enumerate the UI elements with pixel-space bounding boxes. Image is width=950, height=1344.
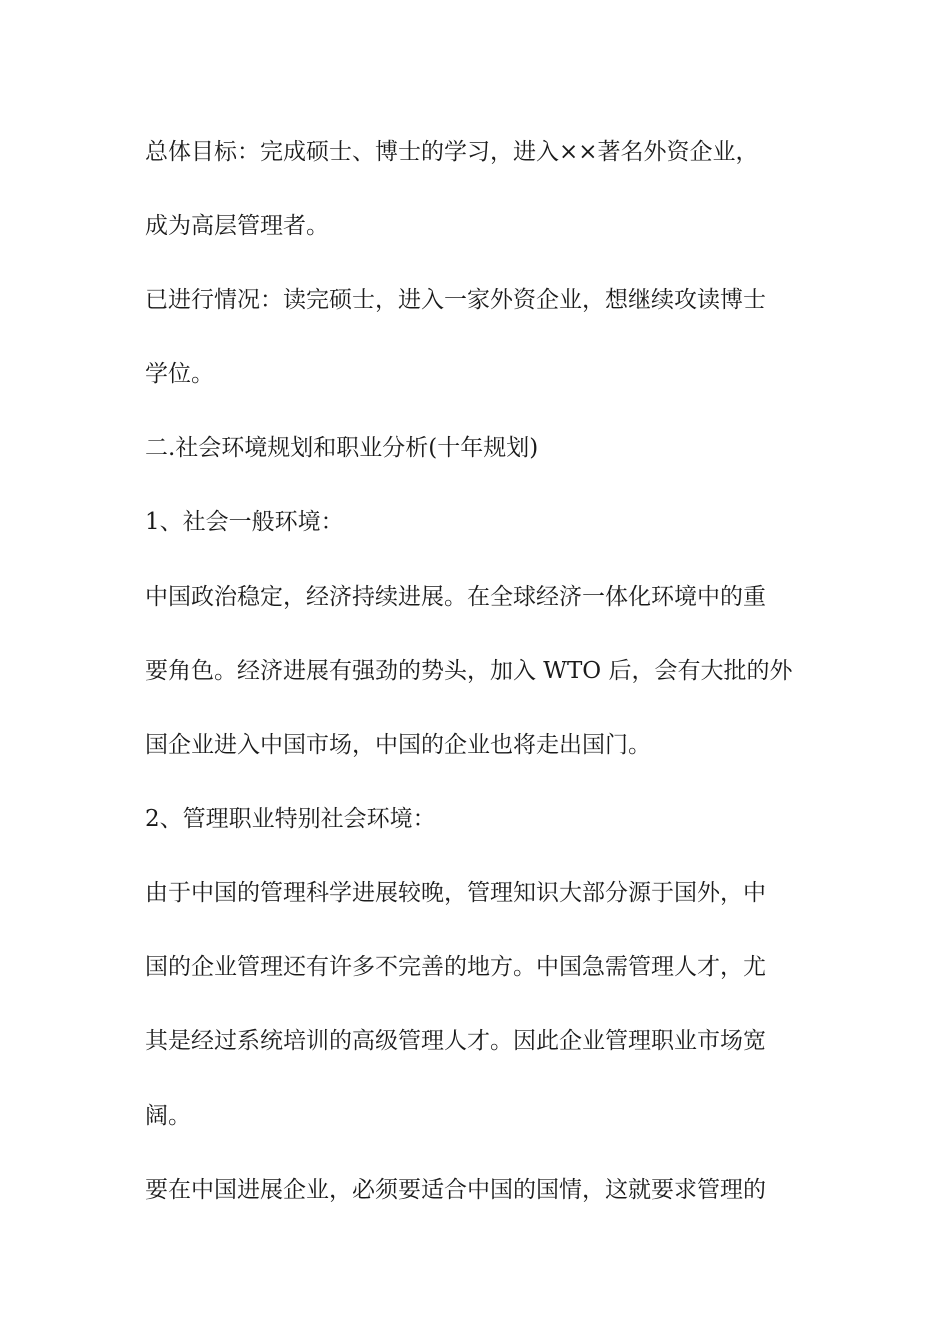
paragraph-line: 要在中国进展企业，必须要适合中国的国情，这就要求管理的 xyxy=(145,1177,766,1203)
paragraph-line: 中国政治稳定，经济持续进展。在全球经济一体化环境中的重 xyxy=(145,584,766,610)
subsection-heading: 1、社会一般环境： xyxy=(145,509,344,535)
paragraph-line: 阔。 xyxy=(145,1103,191,1129)
paragraph-line: 由于中国的管理科学进展较晚，管理知识大部分源于国外，中 xyxy=(145,880,766,906)
paragraph-line: 国企业进入中国市场，中国的企业也将走出国门。 xyxy=(145,732,651,758)
paragraph-line: 已进行情况：读完硕士，进入一家外资企业，想继续攻读博士 xyxy=(145,287,766,313)
section-heading: 二.社会环境规划和职业分析(十年规划) xyxy=(145,435,539,461)
paragraph-line: 总体目标：完成硕士、博士的学习，进入××著名外资企业， xyxy=(145,139,759,165)
paragraph-line: 成为高层管理者。 xyxy=(145,213,329,239)
paragraph-line: 要角色。经济进展有强劲的势头，加入 WTO 后，会有大批的外 xyxy=(145,658,793,684)
paragraph-line: 学位。 xyxy=(145,361,214,387)
subsection-heading: 2、管理职业特别社会环境： xyxy=(145,806,436,832)
paragraph-line: 其是经过系统培训的高级管理人才。因此企业管理职业市场宽 xyxy=(145,1028,766,1054)
paragraph-line: 国的企业管理还有许多不完善的地方。中国急需管理人才，尤 xyxy=(145,954,766,980)
